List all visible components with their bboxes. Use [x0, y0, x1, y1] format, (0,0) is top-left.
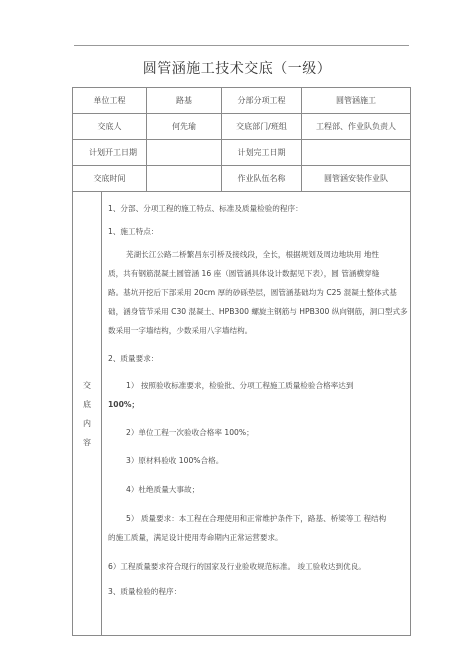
- value-planned-start: [147, 140, 222, 166]
- side-label-char: 底: [83, 399, 91, 409]
- paragraph-line: 1、分部、分项工程的施工特点、标准及质量检验的程序：: [108, 204, 303, 213]
- paragraph-line: 100%；: [108, 400, 140, 409]
- table-row: [73, 88, 411, 114]
- disclosure-content: [102, 192, 411, 636]
- content-row: [73, 192, 411, 636]
- label-planned-finish: 计划完工日期: [222, 140, 302, 166]
- label-subproject: 分部分项工程: [222, 88, 302, 114]
- paragraph-line: 6）工程质量要求符合现行的国家及行业验收规范标准。 竣工验收达到优良。: [108, 562, 366, 571]
- paragraph-line: 数采用一字墙结构，少数采用八字墙结构。: [108, 326, 253, 335]
- value-department: 工程部、作业队负责人: [302, 114, 411, 140]
- paragraph-line: 4）杜绝质量大事故；: [126, 485, 200, 494]
- paragraph-line: 2）单位工程一次验收合格率 100%；: [126, 428, 254, 437]
- value-team-name: 圆管涵安装作业队: [302, 166, 411, 192]
- paragraph-line: 路。基坑开挖后下部采用 20cm 厚的砂砾垫层，圆管涵基础均为 C25 混凝土整体式基: [108, 288, 397, 297]
- label-discloser: 交底人: [73, 114, 147, 140]
- table-row: [73, 140, 411, 166]
- side-label-char: 内: [83, 418, 91, 428]
- paragraph-line: 1） 按照验收标准要求，检验批、分项工程施工质量检验合格率达到: [126, 381, 354, 390]
- value-planned-finish: [302, 140, 411, 166]
- label-unit-project: 单位工程: [73, 88, 147, 114]
- header-rule: [74, 45, 409, 46]
- value-unit-project: 路基: [147, 88, 222, 114]
- table-row: [73, 114, 411, 140]
- paragraph-line: 3）原材料验收 100%合格。: [126, 456, 224, 465]
- table-row: [73, 166, 411, 192]
- paragraph-line: 1、施工特点：: [108, 227, 159, 236]
- side-label-char: 容: [83, 437, 91, 447]
- paragraph-line: 5） 质量要求：本工程在合理使用和正常维护条件下，路基、桥梁等工 程结构: [126, 514, 387, 523]
- label-planned-start: 计划开工日期: [73, 140, 147, 166]
- paragraph-line: 质，共有钢筋混凝土圆管涵 16 座（圆管涵具体设计数据见下表），圆 管涵横穿缝: [108, 269, 380, 278]
- document-title: 圆管涵施工技术交底（一级）: [142, 61, 332, 77]
- label-disclosure-time: 交底时间: [73, 166, 147, 192]
- paragraph-line: 3、质量检验的程序：: [108, 587, 182, 596]
- paragraph-line: 2、质量要求：: [108, 354, 159, 363]
- side-label-char: 交: [83, 380, 91, 390]
- disclosure-table: [72, 87, 411, 636]
- side-label: [73, 192, 102, 636]
- label-department: 交底部门/班组: [222, 114, 302, 140]
- paragraph-line: 础，涵身管节采用 C30 混凝土、HPB300 螺旋主钢筋与 HPB300 纵向钢筋，洞口型式多: [108, 307, 408, 316]
- label-team-name: 作业队伍名称: [222, 166, 302, 192]
- paragraph-line: 芜湖长江公路二桥繁昌东引桥及接线段，全长，根据规划及周边地块用 地性: [126, 250, 380, 259]
- value-discloser: 何先瑜: [147, 114, 222, 140]
- value-subproject: 圆管涵施工: [302, 88, 411, 114]
- paragraph-line: 的施工质量，满足设计使用寿命期内正常运营要求。: [108, 533, 283, 542]
- value-disclosure-time: [147, 166, 222, 192]
